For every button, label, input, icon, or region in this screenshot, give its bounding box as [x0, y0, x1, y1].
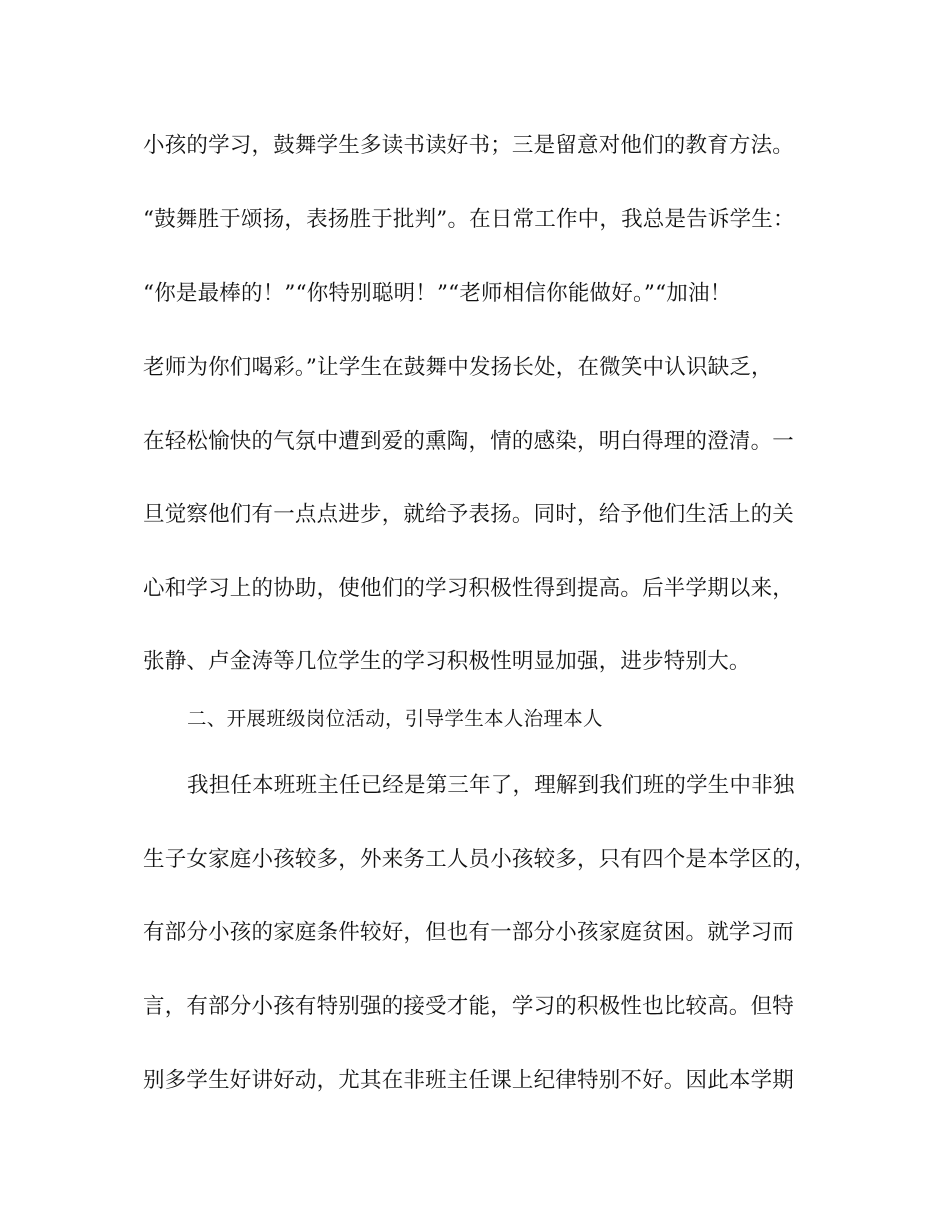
- text-line: 言，有部分小孩有特别强的接受才能，学习的积极性也比较高。但特: [143, 994, 795, 1019]
- text-line: 生子女家庭小孩较多，外来务工人员小孩较多，只有四个是本学区的，: [143, 847, 816, 872]
- text-line: 老师为你们喝彩。”让学生在鼓舞中发扬长处，在微笑中认识缺乏，: [143, 355, 773, 380]
- text-line: 在轻松愉快的气氛中遭到爱的熏陶，情的感染，明白得理的澄清。一: [143, 429, 795, 454]
- text-line: 小孩的学习，鼓舞学生多读书读好书；三是留意对他们的教育方法。: [143, 133, 795, 158]
- text-line: “你是最棒的！”“你特别聪明！”“老师相信你能做好。”“加油！: [143, 281, 732, 306]
- text-line: 心和学习上的协助，使他们的学习积极性得到提高。后半学期以来，: [143, 576, 795, 601]
- paragraph-first-line: 我担任本班班主任已经是第三年了，理解到我们班的学生中非独: [187, 773, 795, 798]
- text-line: “鼓舞胜于颂扬，表扬胜于批判”。在日常工作中，我总是告诉学生：: [143, 207, 795, 232]
- text-line: 旦觉察他们有一点点进步，就给予表扬。同时，给予他们生活上的关: [143, 502, 795, 527]
- text-line: 张静、卢金涛等几位学生的学习积极性明显加强，进步特别大。: [143, 649, 751, 674]
- text-line: 别多学生好讲好动，尤其在非班主任课上纪律特别不好。因此本学期: [143, 1068, 795, 1093]
- section-heading: 二、开展班级岗位活动，引导学生本人治理本人: [187, 707, 603, 730]
- text-line: 有部分小孩的家庭条件较好，但也有一部分小孩家庭贫困。就学习而: [143, 920, 795, 945]
